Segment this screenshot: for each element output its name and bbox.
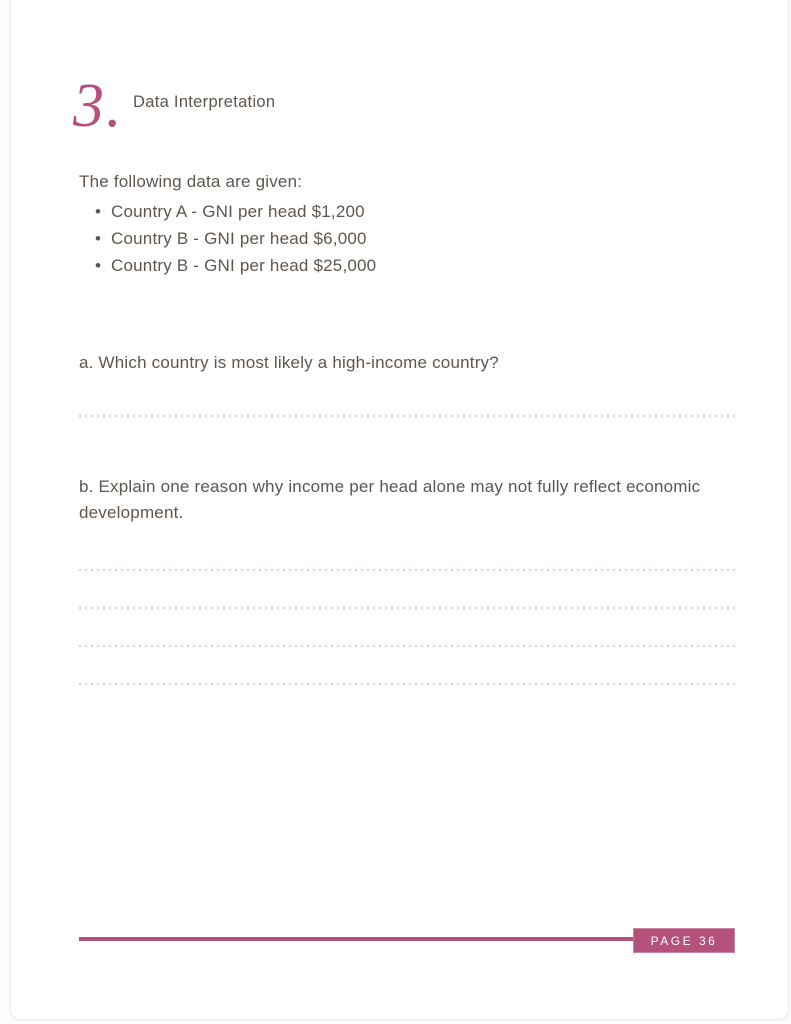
bullet-item-country-a: • Country A - GNI per head $1,200 (95, 198, 376, 225)
bullet-item-country-b2: • Country B - GNI per head $25,000 (95, 252, 376, 279)
intro-text: The following data are given: (79, 172, 303, 191)
answer-line-question-b-3 (79, 645, 735, 648)
section-number: 3. (73, 72, 124, 140)
answer-line-question-b-1 (79, 569, 735, 572)
answer-line-question-a (79, 415, 735, 418)
answer-line-question-b-4 (79, 683, 735, 686)
bullet-item-country-b: • Country B - GNI per head $6,000 (95, 225, 376, 252)
page-card (10, 0, 789, 1020)
page-badge-label: PAGE 36 (650, 933, 718, 948)
question-b: b. Explain one reason why income per head alone may not fully reflect economic development. (79, 477, 701, 522)
data-bullet-list (95, 198, 376, 279)
question-a: a. Which country is most likely a high-income country? (79, 353, 499, 372)
footer-rule (79, 937, 639, 941)
section-title: Data Interpretation (133, 93, 276, 111)
page-badge (633, 928, 735, 953)
answer-line-question-b-2 (79, 607, 735, 610)
